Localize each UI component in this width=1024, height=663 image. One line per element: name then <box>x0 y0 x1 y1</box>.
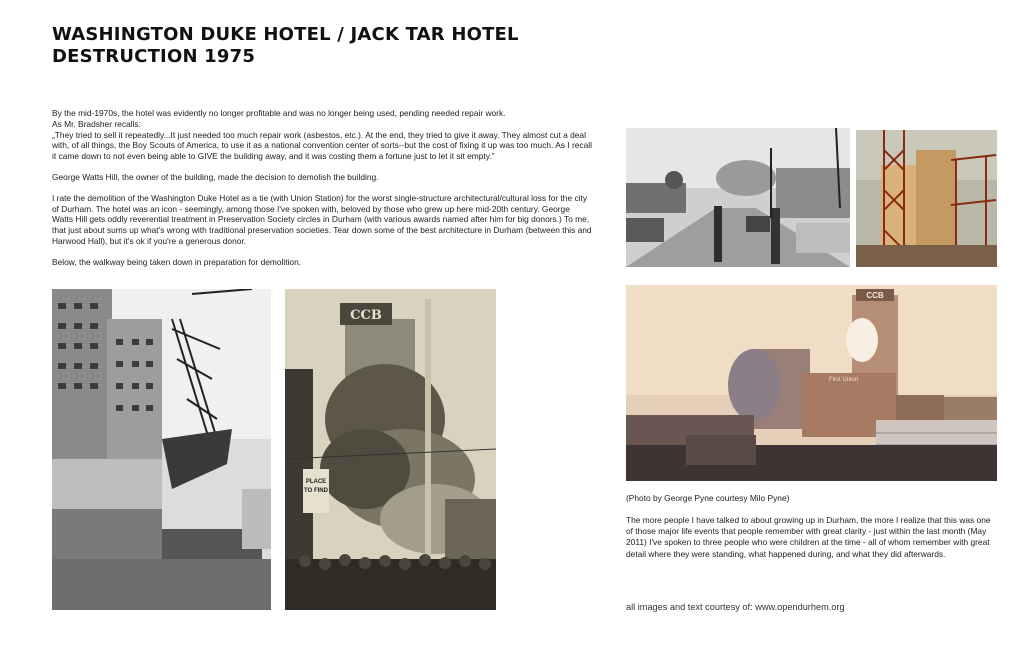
intro-paragraph-4: Below, the walkway being taken down in preparation for demolition. <box>52 256 302 267</box>
skyline-ccb-text: CCB <box>866 291 884 300</box>
photo-caption: (Photo by George Pyne courtesy Milo Pyne) <box>626 493 790 503</box>
photo-implosion-ccb <box>285 289 496 610</box>
place-sign-text: PLACE <box>305 479 327 485</box>
photo-street-smoke <box>626 128 850 267</box>
memories-paragraph: The more people I have talked to about growing up in Durham, the more I realize that this was one of those major life events that people remember with great clarity - just within the last month (May 2011) I've spoken to three people who were children at the time - all of whom remember with great detail where they were standing, what happened during, and what they did afterwards. <box>626 515 991 559</box>
intro-paragraph-2: George Watts Hill, the owner of the building, made the decision to demolish the building. <box>52 171 379 182</box>
page-title <box>52 24 519 68</box>
photo-skyline-demolition <box>626 285 997 481</box>
recalls-line: As Mr. Bradsher recalls: <box>52 118 141 129</box>
find-sign-text: TO FIND <box>304 488 328 494</box>
intro-paragraph-1 <box>52 108 592 162</box>
skyline-bank-text: First Union <box>829 377 859 383</box>
intro-paragraph-3: I rate the demolition of the Washington Duke Hotel as a tie (with Union Station) for the worst single-structure architectural/cultural loss for the city of Durham. The hotel was an icon - seemingly, among those I've spoken with, beloved by those who grew up here mid-20th century. George Watts Hill gets oddly reverential treatment in Preservation Society circles in Durham (with various awards named after him for big donors.) To me, that just about sums up what's wrong with traditional preservation societies. Tear down some of the best architecture in Durham (between this and Harwood Hall), but it's ok if you're a generous donor. <box>52 192 592 246</box>
bradsher-quote: „They tried to sell it repeatedly...It just needed too much repair work (asbestos, etc.). At the end, they tried to give it away. They almost cut a deal with, of all things, the Boy Scouts of America, to use it as a national convention center of sorts--but the cost of fixing it up was too much. As I recall it came down to not even being able to GIVE the building away, and it was costing them a fortune just to let it sit empty.” <box>52 129 592 162</box>
title-line-1: WASHINGTON DUKE HOTEL / JACK TAR HOTEL <box>52 24 519 45</box>
photo-hotel-frame <box>856 130 997 267</box>
credit-line: all images and text courtesy of: www.opendurhem.org <box>626 602 845 612</box>
photo-walkway-demolition <box>52 289 271 610</box>
title-line-2: DESTRUCTION 1975 <box>52 46 256 67</box>
intro-sentence: By the mid-1970s, the hotel was evidently no longer profitable and was no longer being used, pending needed repair work. <box>52 108 506 118</box>
intro-text <box>52 108 592 278</box>
ccb-sign-text: CCB <box>350 308 382 323</box>
